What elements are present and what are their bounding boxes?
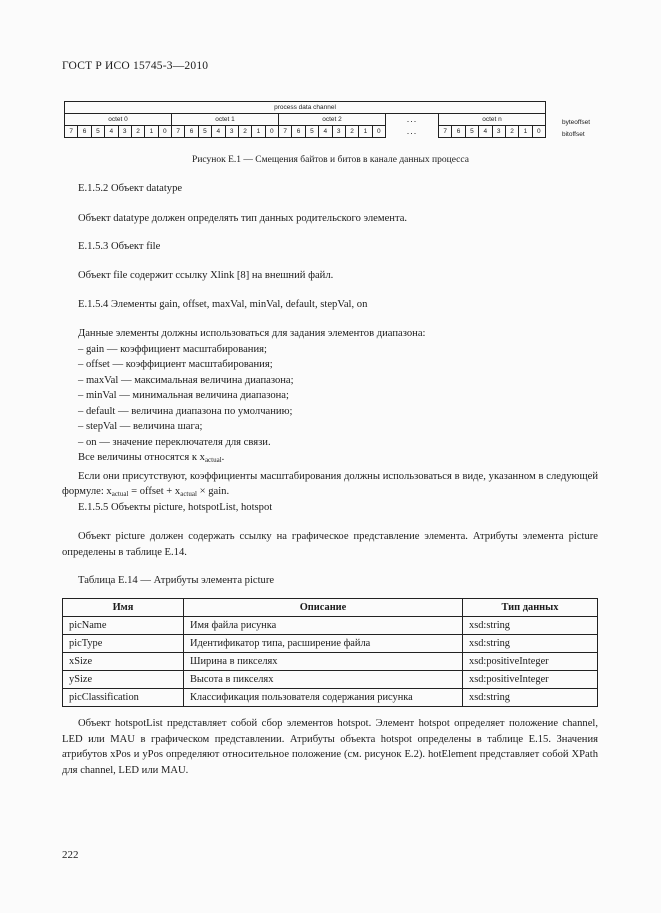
table-row [63,653,598,671]
section-heading-e155: Е.1.5.5 Объекты picture, hotspotList, hotspot [78,502,273,513]
bit-cell: 6 [292,126,305,138]
bit-cell: 5 [305,126,318,138]
table-row [63,635,598,653]
section-body-e154 [62,326,598,503]
octet-label: octet n [439,114,546,126]
byte-bit-offset-figure [64,101,546,138]
attr-name-cell: xSize [63,653,184,671]
bit-cell: 3 [332,126,345,138]
bit-cell: 7 [172,126,185,138]
bit-cell: 3 [225,126,238,138]
range-list-item: – stepVal — величина шага; [78,421,203,432]
range-list-item: – default — величина диапазона по умолчанию; [78,405,293,417]
bit-cell: 6 [452,126,465,138]
attr-description-cell: Высота в пикселях [184,671,463,689]
scaling-formula-text: Если они присутствуют, коэффициенты масштабирования должны использоваться в виде, указанном в следующей формуле: $x_{actual}$ = offset + $x_{actual}$ × gain. [62,470,598,498]
bit-cell: 7 [65,126,78,138]
bit-cell: 1 [252,126,265,138]
attr-datatype-cell: xsd:string [463,617,598,635]
octet-label: octet 2 [279,114,386,126]
attr-name-cell: ySize [63,671,184,689]
table-title: Таблица Е.14 — Атрибуты элемента picture [78,575,275,586]
attr-name-cell: picName [63,617,184,635]
section-heading-e154: Е.1.5.4 Элементы gain, offset, maxVal, minVal, default, stepVal, on [78,299,368,310]
page-header: ГОСТ Р ИСО 15745-3—2010 [62,60,209,72]
octet-ellipsis: ... [386,114,439,126]
octet-label: octet 0 [65,114,172,126]
bit-ellipsis: ... [386,126,439,138]
section-text-e152: Объект datatype должен определять тип данных родительского элемента. [78,213,408,224]
column-header-datatype: Тип данных [463,599,598,617]
bit-cell: 6 [185,126,198,138]
bit-cell: 2 [238,126,251,138]
table-header-row [63,599,598,617]
attr-description-cell: Идентификатор типа, расширение файла [184,635,463,653]
section-heading-e152: Е.1.5.2 Объект datatype [78,183,183,194]
attr-datatype-cell: xsd:string [463,689,598,707]
figure-caption: Рисунок Е.1 — Смещения байтов и битов в канале данных процесса [192,155,469,165]
bit-cell: 4 [479,126,492,138]
range-list-item: – on — значение переключателя для связи. [78,436,271,448]
bit-cell: 0 [532,126,545,138]
bit-cell: 5 [465,126,478,138]
actual-note: Все величины относятся к $x_{actual}$. [78,452,225,464]
bit-cell: 7 [279,126,292,138]
column-header-description: Описание [184,599,463,617]
range-list-item: – offset — коэффициент масштабирования; [78,359,273,370]
range-list-item: – gain — коэффициент масштабирования; [78,343,267,355]
bit-cell: 4 [319,126,332,138]
bit-cell: 2 [131,126,144,138]
bit-cell: 5 [198,126,211,138]
octet-row [65,114,546,126]
page-number: 222 [62,849,79,861]
attr-description-cell: Имя файла рисунка [184,617,463,635]
section-text-e155: Объект picture должен содержать ссылку на графическое представление элемента. Атрибуты элемента picture определены в таблице Е.14. [62,531,598,558]
bit-cell: 3 [492,126,505,138]
attr-datatype-cell: xsd:positiveInteger [463,671,598,689]
bitoffset-label: bitoffset [562,131,585,138]
table-row [63,689,598,707]
range-intro: Данные элементы должны использоваться для задания элементов диапазона: [78,328,426,339]
bit-cell: 0 [158,126,171,138]
attr-datatype-cell: xsd:positiveInteger [463,653,598,671]
bit-cell: 0 [265,126,278,138]
section-text-e153: Объект file содержит ссылку Xlink [8] на внешний файл. [78,270,334,281]
bit-row [65,126,546,138]
table-row [63,617,598,635]
picture-attributes-table [62,598,598,707]
bit-cell: 7 [439,126,452,138]
byteoffset-label: byteoffset [562,119,591,126]
attr-name-cell: picClassification [63,689,184,707]
range-list-item: – maxVal — максимальная величина диапазона; [78,374,294,386]
bit-cell: 4 [212,126,225,138]
attr-description-cell: Ширина в пикселях [184,653,463,671]
bit-cell: 5 [91,126,104,138]
bit-cell: 1 [145,126,158,138]
bit-cell: 3 [118,126,131,138]
range-list-item: – minVal — минимальная величина диапазона; [78,390,289,401]
hotspot-paragraph: Объект hotspotList представляет собой сбор элементов hotspot. Элемент hotspot определяет положение channel, LED или MAU в графическом представлении. Атрибуты объекта hotspot определены в таблице Е.15. Значения атрибутов xPos и yPos определяют относительное положение (см. рисунок Е.2). hotElement представляет собой XPath для channel, LED или MAU. [62,718,598,776]
table-row [63,671,598,689]
bit-cell: 1 [359,126,372,138]
bit-cell: 2 [345,126,358,138]
attr-description-cell: Классификация пользователя содержания рисунка [184,689,463,707]
attr-name-cell: picType [63,635,184,653]
section-heading-e153: Е.1.5.3 Объект file [78,241,161,252]
bit-cell: 1 [519,126,532,138]
bit-cell: 0 [372,126,385,138]
octet-label: octet 1 [172,114,279,126]
column-header-name: Имя [63,599,184,617]
bit-cell: 6 [78,126,91,138]
bit-cell: 2 [505,126,518,138]
attr-datatype-cell: xsd:string [463,635,598,653]
process-data-channel-label: process data channel [65,102,546,114]
range-element-list [62,342,598,451]
bit-cell: 4 [105,126,118,138]
